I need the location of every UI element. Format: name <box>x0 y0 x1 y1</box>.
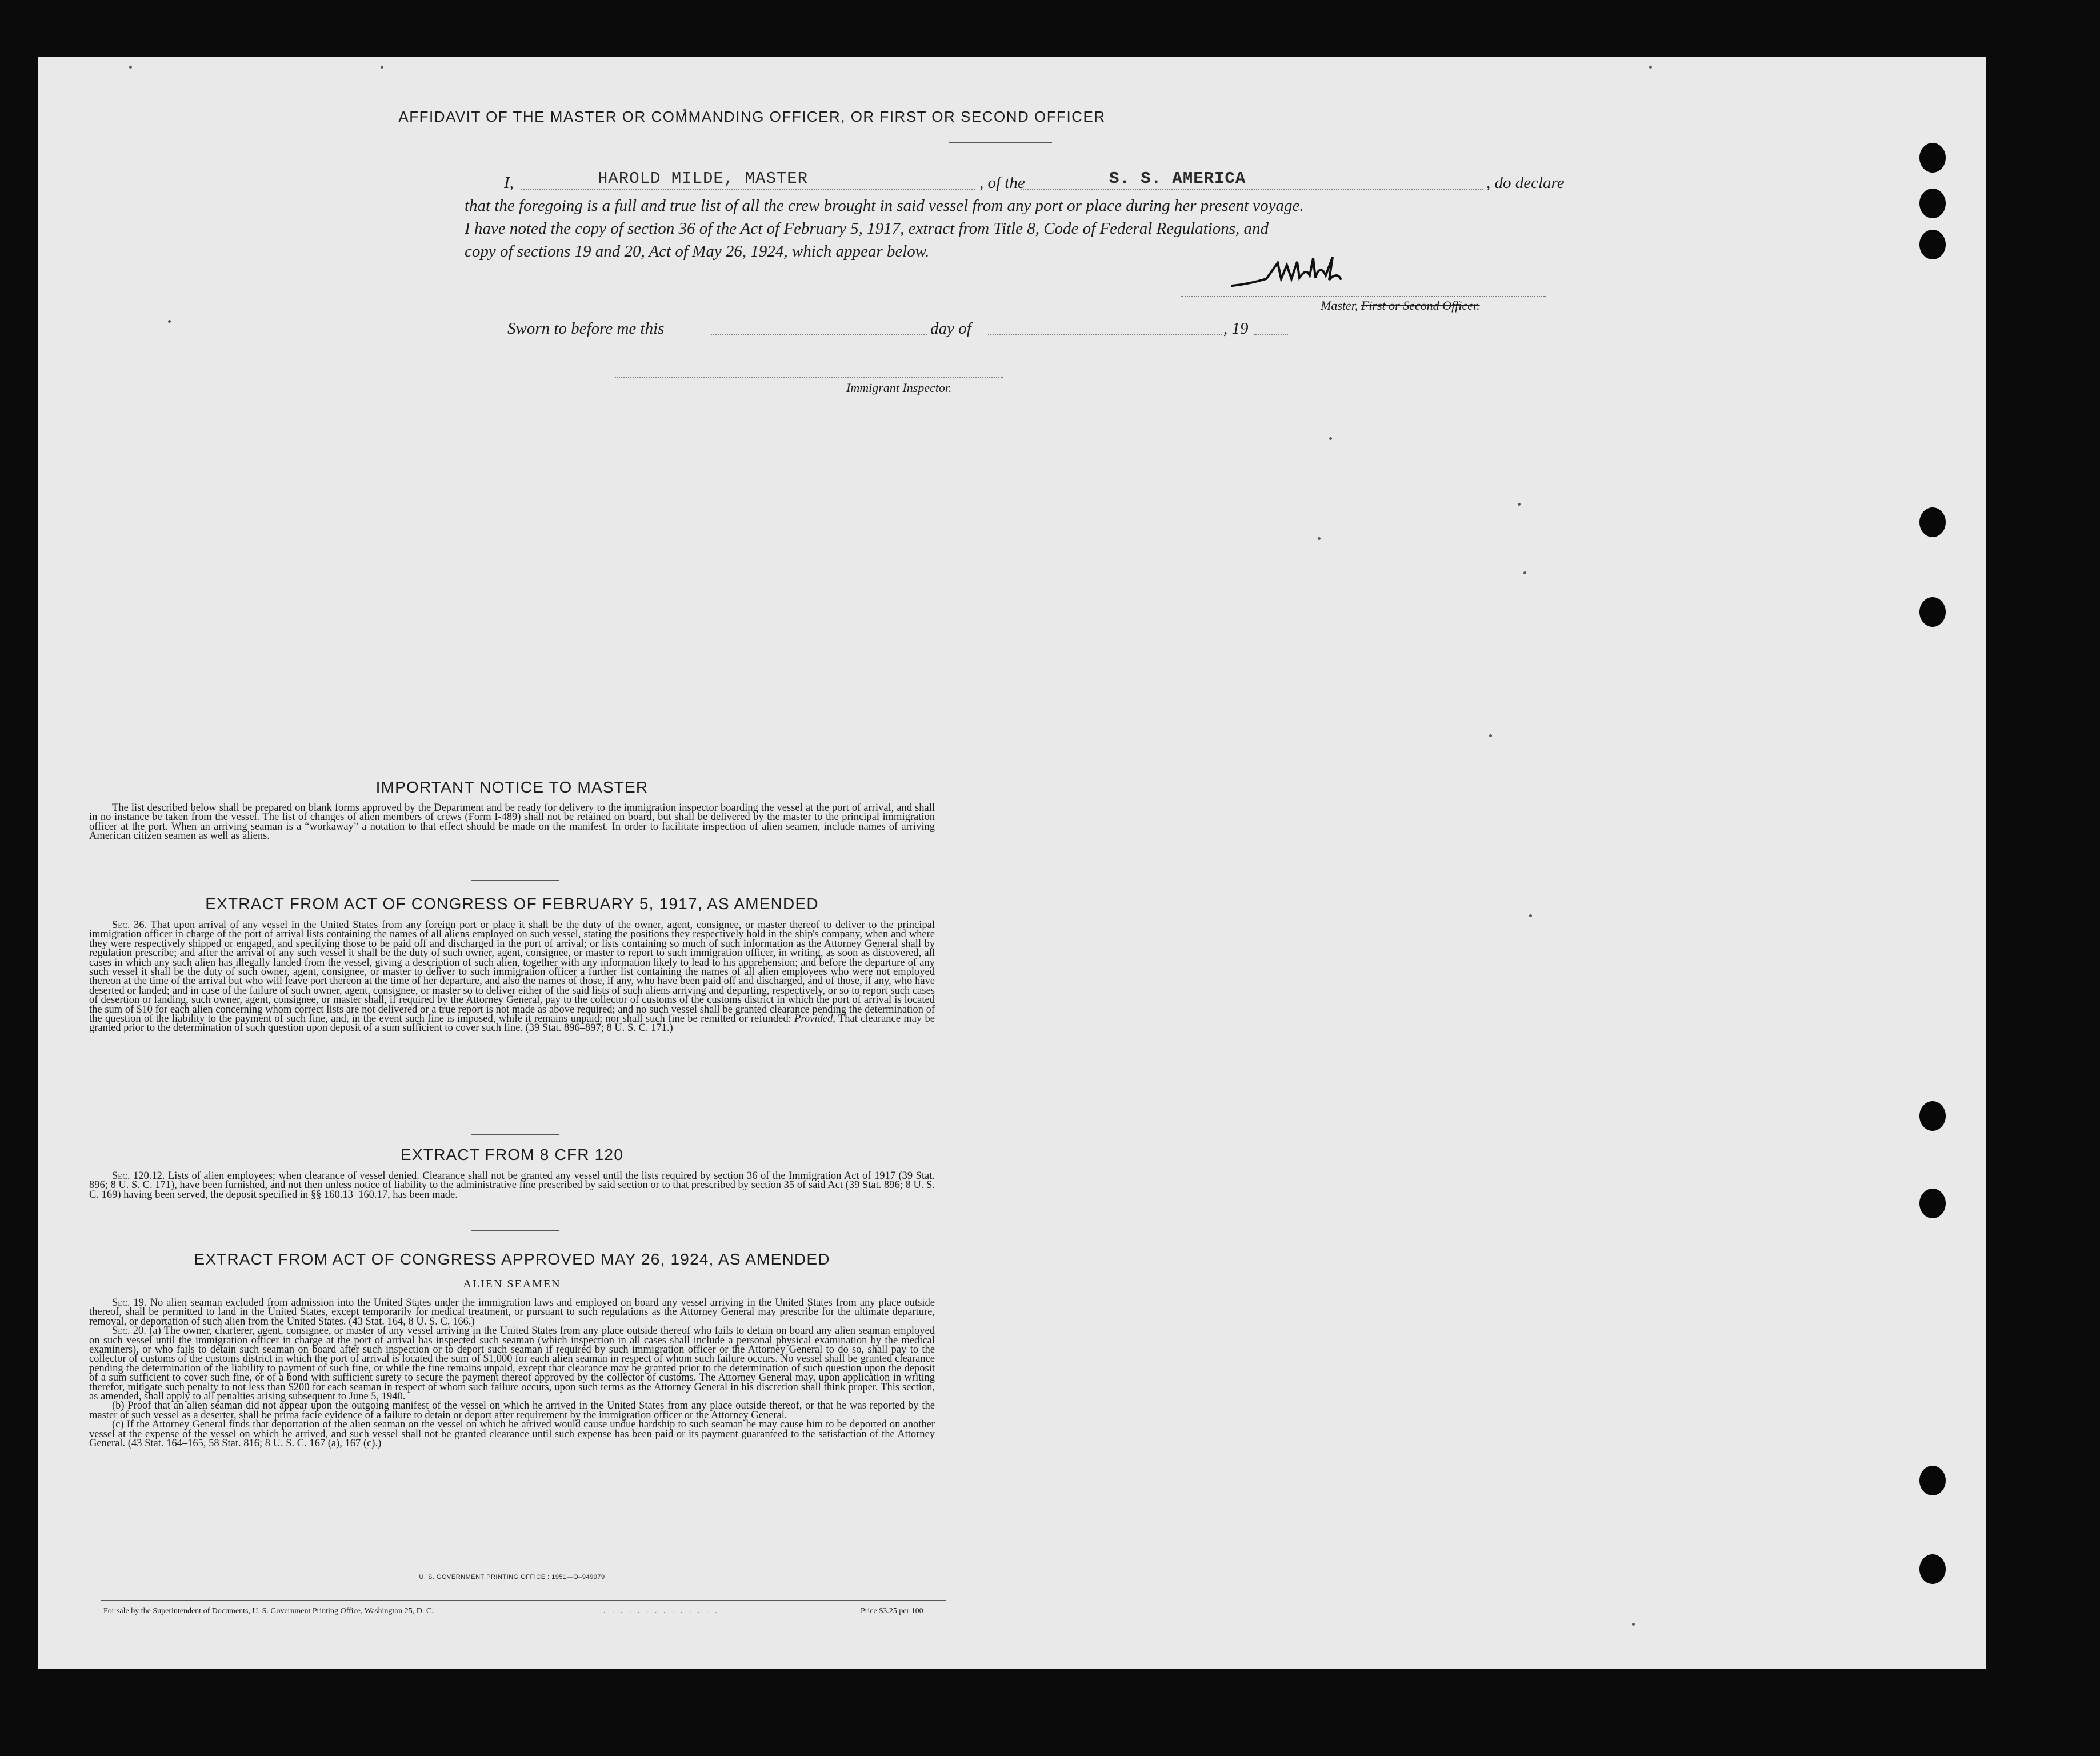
sec-36-proviso-label: Provided, <box>794 1013 835 1025</box>
sec-20c-paragraph: (c) If the Attorney General finds that deportation of the alien seaman on the vessel on which he arrived would cause undue hardship to such seaman he may cause him to be deported on another vessel at the expense of the vessel on which he arrived, and such vessel shall not be granted clearance until such expense has been paid or its payment guaranteed to the satisfaction of the Attorney General. (43 Stat. 164–165, 58 Stat. 816; 8 U. S. C. 167 (a), 167 (c).) <box>89 1419 935 1450</box>
sec-20b-paragraph: (b) Proof that an alien seaman did not appear upon the outgoing manifest of the vessel on which he arrived in the United States from any place outside thereof, or that he was reported by the master of such vessel as a deserter, shall be prima facie evidence of a failure to detain or deport after requirement by the immigration officer or the Attorney General. <box>89 1400 935 1421</box>
section-divider <box>471 880 559 881</box>
notice-title: IMPORTANT NOTICE TO MASTER <box>375 778 649 796</box>
affidavit-title: AFFIDAVIT OF THE MASTER OR COMMANDING OFFICER, OR FIRST OR SECOND OFFICER <box>398 108 1106 125</box>
master-name-value: HAROLD MILDE, MASTER <box>598 169 809 188</box>
binder-hole <box>1919 1101 1946 1131</box>
document-page <box>38 57 1986 1669</box>
sec-20a-paragraph <box>89 1326 935 1401</box>
gpo-imprint: U. S. GOVERNMENT PRINTING OFFICE : 1951—O–949079 <box>419 1574 605 1581</box>
extract-1924-body <box>89 1298 935 1449</box>
signature-caption <box>1321 298 1480 313</box>
sec-36-proviso-text: That clearance may be granted prior to the determination of such question upon deposit of a sum sufficient to cover such fine. (39 Stat. 896–897; 8 U. S. C. 171.) <box>89 1013 935 1034</box>
vessel-name-line <box>1021 189 1483 190</box>
binder-hole <box>1919 1554 1946 1584</box>
extract-1924-title: EXTRACT FROM ACT OF CONGRESS APPROVED MAY 26, 1924, AS AMENDED <box>194 1250 830 1268</box>
master-signature <box>1232 246 1421 303</box>
caption-struck-officer: First or Second Officer. <box>1361 298 1480 313</box>
sworn-month-line <box>988 334 1222 335</box>
section-divider <box>471 1134 559 1135</box>
binder-hole <box>1919 1466 1946 1495</box>
section-divider <box>471 1230 559 1231</box>
extract-1924-subtitle: ALIEN SEAMEN <box>463 1278 561 1290</box>
extract-cfr-body <box>89 1171 935 1199</box>
affidavit-do-declare: , do declare <box>1486 174 1565 192</box>
affidavit-line-1 <box>504 171 514 194</box>
footer-sale-text: For sale by the Superintendent of Documents, U. S. Government Printing Office, Washington 25, D. C. <box>103 1607 434 1615</box>
sec-120-label: Sec. 120.12. <box>112 1170 165 1182</box>
footer-price: Price $3.25 per 100 <box>861 1607 923 1615</box>
sec-19-paragraph <box>89 1298 935 1326</box>
extract-1917-body <box>89 921 935 1033</box>
master-name-line <box>521 189 975 190</box>
sec-36-text: That upon arrival of any vessel in the United States from any foreign port or place it shall be the duty of the owner, agent, consignee, or master thereof to deliver to the principal immigration officer in charge of the port of arrival lists containing the names of all aliens employed on such vessel, stating the positions they respectively hold in the ship's company, when and where they were respectively shipped or engaged, and specifying those to be paid off and discharged in the port of arrival; or lists containing so much of such information as the Attorney General shall by regulation prescribe; and after the arrival of any such vessel it shall be the duty of such owner, agent, consignee, or master to report to such immigration officer, in writing, as soon as discovered, all cases in which any such alien has illegally landed from the vessel, giving a description of such alien, together with any information likely to lead to his apprehension; and before the departure of any such vessel it shall be the duty of such owner, agent, consignee, or master to deliver to such immigration officer a further list containing the names of all alien employees who were not employed thereon at the time of the arrival but who will leave port thereon at the time of her departure, and also the names of those, if any, who have been paid off and discharged, and of those, if any, who have deserted or landed; and in case of the failure of such owner, agent, consignee, or master so to deliver either of the said lists of such aliens arriving and departing, respectively, or so to report such cases of desertion or landing, such owner, agent, consignee, or master shall, if required by the Attorney General, pay to the collector of customs of the customs district in which the port of arrival is located the sum of $10 for each alien concerning whom correct lists are not delivered or a true report is not made as above required; and no such vessel shall be granted clearance pending the determination of the question of the liability to the payment of such fine, and, in the event such fine is imposed, while it remains unpaid; nor shall such fine be remitted or refunded: <box>89 919 935 1025</box>
sworn-year-prefix: , 19 <box>1223 319 1249 338</box>
binder-hole <box>1919 189 1946 218</box>
affidavit-line-3: I have noted the copy of section 36 of the Act of February 5, 1917, extract from Title 8, Code of Federal Regulations, and <box>465 219 1269 238</box>
binder-hole <box>1919 143 1946 173</box>
sworn-year-line <box>1254 334 1288 335</box>
binder-hole <box>1919 230 1946 259</box>
sec-120-text: Lists of alien employees; when clearance of vessel denied. Clearance shall not be granted any vessel until the lists required by section 36 of the Immigration Act of 1917 (39 Stat. 896; 8 U. S. C. 171), have been furnished, and not then unless notice of liability to the administrative fine prescribed by said section or to that prescribed by section 35 of said Act (39 Stat. 896; 8 U. S. C. 169) having been served, the deposit specified in §§ 160.13–160.17, has been made. <box>89 1170 935 1201</box>
affidavit-prefix: I, <box>504 174 514 192</box>
notice-body <box>89 803 935 841</box>
footer-dots: . . . . . . . . . . . . . . <box>603 1607 719 1615</box>
sec-120-paragraph <box>89 1171 935 1199</box>
footer-rule <box>101 1600 946 1601</box>
inspector-caption: Immigrant Inspector. <box>846 381 952 395</box>
caption-master: Master, <box>1321 298 1358 313</box>
sworn-day-line <box>711 334 927 335</box>
extract-cfr-title: EXTRACT FROM 8 CFR 120 <box>401 1146 623 1163</box>
sec-20a-text: (a) The owner, charterer, agent, consignee, or master of any vessel arriving in the United States from any place outside thereof who fails to detain on board any alien seaman employed on such vessel until the immigration officer in charge at the port of arrival has inspected such seaman (which inspection in all cases shall include a personal physical examination by the medical examiners), or who fails to detain such seaman on board after such inspection or to deport such seaman if required by such immigration officer or the Attorney General to do so, shall pay to the collector of customs of the customs district in which the port of arrival is located the sum of $1,000 for each alien seaman in respect of whom such failure occurs. No vessel shall be granted clearance pending the determination of the liability to payment of such fine, or while the fine remains unpaid, except that clearance may be granted prior to the determination of such question upon the deposit of a sum sufficient to cover such fine, or of a bond with sufficient surety to secure the payment thereof approved by the collector of customs. The Attorney General may, upon application in writing therefor, mitigate such penalty to not less than $200 for each seaman in respect of whom such failure occurs, upon such terms as the Attorney General in his discretion shall think proper. This section, as amended, shall apply to all penalties arising subsequent to June 5, 1940. <box>89 1325 935 1403</box>
extract-1917-title: EXTRACT FROM ACT OF CONGRESS OF FEBRUARY 5, 1917, AS AMENDED <box>205 895 819 913</box>
binder-hole <box>1919 597 1946 627</box>
affidavit-line-4: copy of sections 19 and 20, Act of May 26, 1924, which appear below. <box>465 242 930 261</box>
signature-line <box>1181 296 1546 297</box>
inspector-line <box>615 377 1003 378</box>
title-divider <box>949 142 1052 143</box>
sec-36-paragraph <box>89 921 935 1033</box>
sec-19-text: No alien seaman excluded from admission into the United States under the immigration laws and employed on board any vessel arriving in the United States from any place outside thereof, shall be permitted to land in the United States, except temporarily for medical treatment, or pursuant to such regulations as the Attorney General may prescribe for the ultimate departure, removal, or deportation of such alien from the United States. (43 Stat. 164, 8 U. S. C. 166.) <box>89 1297 935 1327</box>
sworn-prefix: Sworn to before me this <box>507 319 665 338</box>
sec-19-label: Sec. 19. <box>112 1297 147 1309</box>
affidavit-of-the: , of the <box>979 174 1025 192</box>
sworn-day-of: day of <box>930 319 971 338</box>
vessel-name-value: S. S. AMERICA <box>1109 169 1246 188</box>
sec-36-label: Sec. 36. <box>112 919 147 931</box>
sec-20-label: Sec. 20. <box>112 1325 146 1337</box>
affidavit-line-2: that the foregoing is a full and true list of all the crew brought in said vessel from any port or place during her present voyage. <box>465 197 1304 215</box>
notice-paragraph: The list described below shall be prepared on blank forms approved by the Department and be ready for delivery to the immigration inspector boarding the vessel at the port of arrival, and shall in no instance be taken from the vessel. The list of changes of alien members of crews (Form I-489) shall not be retained on board, but shall be delivered by the master to the principal immigration officer at the port. When an arriving seaman is a “workaway” a notation to that effect should be made on the manifest. In order to facilitate inspection of alien seamen, include names of arriving American citizen seamen as well as aliens. <box>89 802 935 842</box>
binder-hole <box>1919 507 1946 537</box>
binder-hole <box>1919 1189 1946 1218</box>
